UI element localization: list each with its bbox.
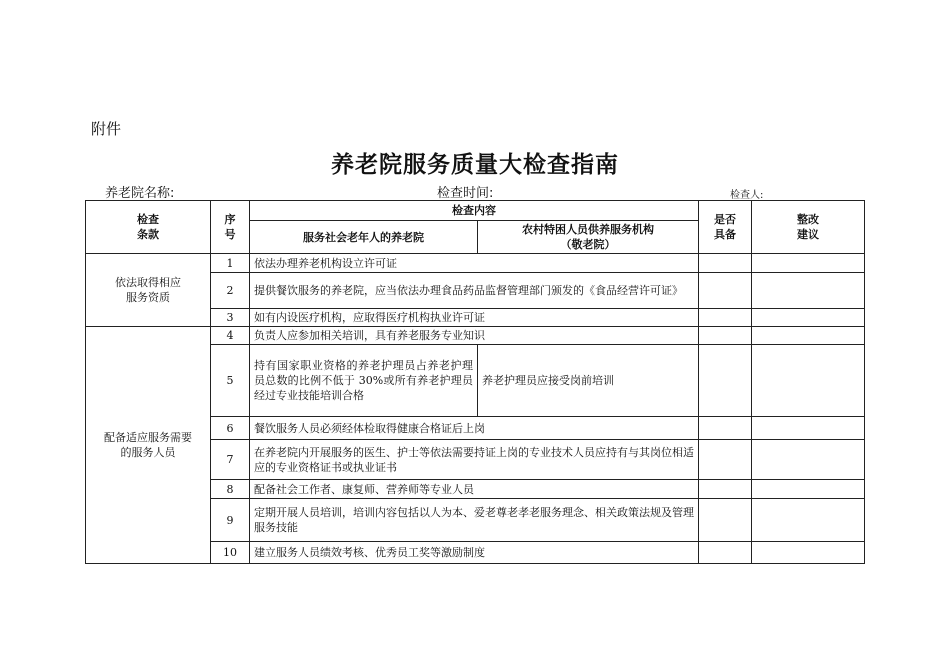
advice-cell[interactable] xyxy=(752,345,865,417)
row-number: 2 xyxy=(211,273,250,309)
advice-cell[interactable] xyxy=(752,440,865,480)
met-cell[interactable] xyxy=(699,309,752,327)
met-cell[interactable] xyxy=(699,345,752,417)
header-content: 检查内容 xyxy=(250,201,699,221)
row-number: 1 xyxy=(211,254,250,273)
row-number: 5 xyxy=(211,345,250,417)
inspection-table xyxy=(85,200,865,564)
row-number: 8 xyxy=(211,480,250,499)
advice-cell[interactable] xyxy=(752,499,865,542)
advice-cell[interactable] xyxy=(752,273,865,309)
met-cell[interactable] xyxy=(699,327,752,345)
check-time-label: 检查时间: xyxy=(437,186,494,201)
met-cell[interactable] xyxy=(699,542,752,564)
header-rural: 农村特困人员供养服务机构 （敬老院） xyxy=(478,221,699,254)
row-number: 3 xyxy=(211,309,250,327)
row-number: 7 xyxy=(211,440,250,480)
table-row xyxy=(86,254,865,273)
row-number: 4 xyxy=(211,327,250,345)
attachment-label: 附件 xyxy=(91,120,122,138)
category-cell: 依法取得相应 服务资质 xyxy=(86,254,211,327)
row-content-social: 持有国家职业资格的养老护理员占养老护理员总数的比例不低于 30%或所有养老护理员经过专业技能培训合格 xyxy=(250,345,478,417)
header-item: 检查 条款 xyxy=(86,201,211,254)
row-content: 如有内设医疗机构，应取得医疗机构执业许可证 xyxy=(250,309,699,327)
row-number: 6 xyxy=(211,417,250,440)
met-cell[interactable] xyxy=(699,480,752,499)
table-row xyxy=(86,327,865,345)
advice-cell[interactable] xyxy=(752,417,865,440)
row-content: 餐饮服务人员必须经体检取得健康合格证后上岗 xyxy=(250,417,699,440)
advice-cell[interactable] xyxy=(752,480,865,499)
row-content: 定期开展人员培训，培训内容包括以人为本、爱老尊老孝老服务理念、相关政策法规及管理服务技能 xyxy=(250,499,699,542)
row-content: 配备社会工作者、康复师、营养师等专业人员 xyxy=(250,480,699,499)
met-cell[interactable] xyxy=(699,499,752,542)
row-number: 10 xyxy=(211,542,250,564)
header-row xyxy=(86,201,865,221)
category-cell: 配备适应服务需要 的服务人员 xyxy=(86,327,211,564)
advice-cell[interactable] xyxy=(752,254,865,273)
advice-cell[interactable] xyxy=(752,309,865,327)
met-cell[interactable] xyxy=(699,273,752,309)
met-cell[interactable] xyxy=(699,440,752,480)
header-social: 服务社会老年人的养老院 xyxy=(250,221,478,254)
inspector-label: 检查人: xyxy=(730,190,764,201)
header-advice: 整改 建议 xyxy=(752,201,865,254)
header-met: 是否 具备 xyxy=(699,201,752,254)
met-cell[interactable] xyxy=(699,254,752,273)
advice-cell[interactable] xyxy=(752,327,865,345)
row-content: 提供餐饮服务的养老院，应当依法办理食品药品监督管理部门颁发的《食品经营许可证》 xyxy=(250,273,699,309)
institution-name-label: 养老院名称: xyxy=(105,186,175,201)
row-content: 依法办理养老机构设立许可证 xyxy=(250,254,699,273)
advice-cell[interactable] xyxy=(752,542,865,564)
row-content: 建立服务人员绩效考核、优秀员工奖等激励制度 xyxy=(250,542,699,564)
row-content-rural: 养老护理员应接受岗前培训 xyxy=(478,345,699,417)
row-number: 9 xyxy=(211,499,250,542)
met-cell[interactable] xyxy=(699,417,752,440)
row-content: 在养老院内开展服务的医生、护士等依法需要持证上岗的专业技术人员应持有与其岗位相适应的专业资格证书或执业证书 xyxy=(250,440,699,480)
row-content: 负责人应参加相关培训，具有养老服务专业知识 xyxy=(250,327,699,345)
header-no: 序 号 xyxy=(211,201,250,254)
page-title: 养老院服务质量大检查指南 xyxy=(331,151,619,178)
